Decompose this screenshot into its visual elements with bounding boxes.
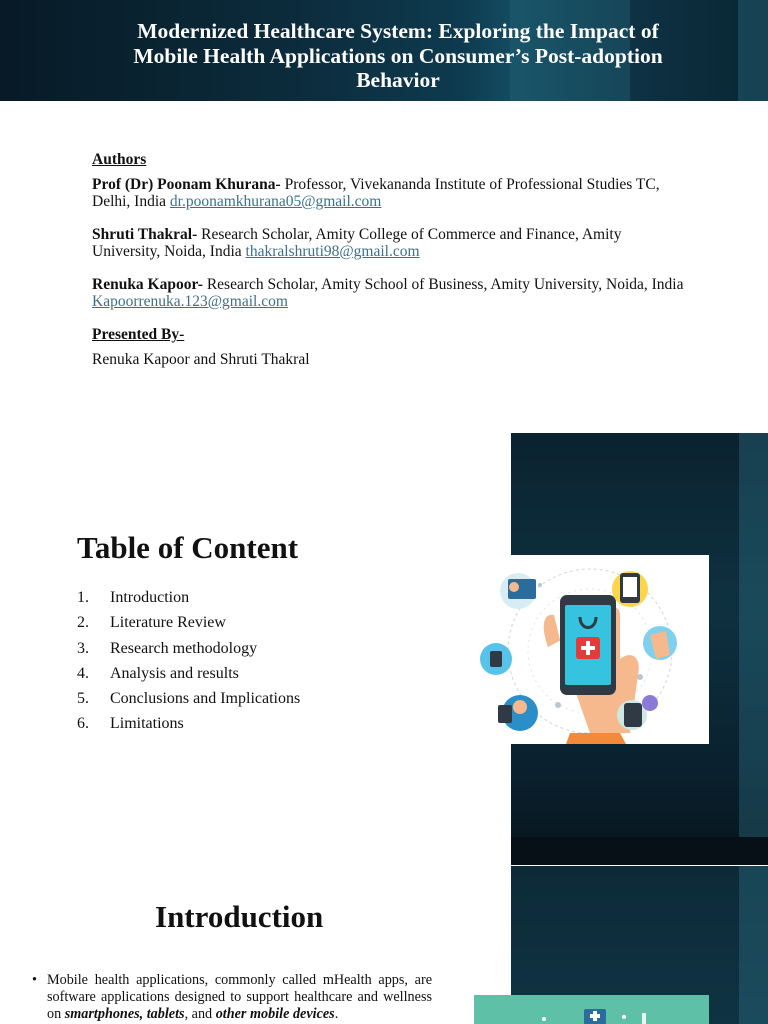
toc-item [77, 661, 300, 686]
toc-item [77, 610, 300, 635]
author-email-link[interactable]: dr.poonamkhurana05@gmail.com [169, 193, 382, 210]
presenters-text: Renuka Kapoor and Shruti Thakral [92, 351, 310, 368]
author-name: Renuka Kapoor- [92, 276, 203, 293]
toc-label: Conclusions and Implications [110, 690, 301, 708]
bullet-item [32, 972, 432, 1023]
toc-number: 6. [77, 715, 89, 733]
toc-number: 3. [77, 639, 89, 657]
medical-kit-svg [474, 995, 709, 1024]
toc-number: 4. [77, 664, 89, 682]
title-banner [0, 0, 768, 101]
author-entry [92, 276, 692, 310]
toc-item [77, 585, 300, 610]
slide-title: Modernized Healthcare System: Exploring the Impact of Mobile Health Applications on Consumer’s Post-adoption Behavior [133, 19, 663, 92]
mhealth-illustration-icon [470, 555, 709, 744]
toc-item [77, 686, 300, 711]
bullet-emphasis: smartphones, tablets [64, 1006, 185, 1022]
author-entry [92, 226, 692, 260]
author-affiliation: Research Scholar, Amity College of Commerce and Finance, Amity University, Noida, India [92, 226, 622, 260]
bullet-text-part: . [334, 1006, 339, 1022]
mhealth-illustration-svg [470, 555, 709, 744]
author-name: Prof (Dr) Poonam Khurana- [92, 176, 281, 193]
bullet-text-part: , and [184, 1006, 216, 1022]
toc-list [77, 585, 300, 737]
bullet-dot-icon: • [32, 972, 37, 988]
author-entry [92, 176, 692, 210]
toc-label: Literature Review [110, 614, 226, 632]
presented-by-heading: Presented By- [92, 326, 185, 343]
author-affiliation: Research Scholar, Amity School of Business, Amity University, Noida, India [202, 276, 684, 293]
toc-number: 2. [77, 614, 89, 632]
toc-label: Limitations [110, 715, 184, 733]
author-email-link[interactable]: thakralshruti98@gmail.com [245, 243, 420, 260]
introduction-title: Introduction [155, 899, 324, 934]
introduction-slide [0, 866, 768, 1024]
bullet-text-part: Mobile health applications, commonly called mHealth apps, are software applications designed to support healthcare and wellness on [47, 972, 432, 1022]
mhealth-illustration-icon [474, 995, 709, 1024]
authors-block [92, 151, 692, 368]
author-affiliation: Professor, Vivekananda Institute of Professional Studies TC, Delhi, India [92, 176, 660, 210]
toc-label: Introduction [110, 589, 190, 606]
author-name: Shruti Thakral- [92, 226, 198, 243]
toc-slide [0, 433, 768, 865]
bullet-emphasis: other mobile devices [215, 1006, 335, 1022]
toc-label: Analysis and results [110, 664, 239, 682]
toc-label: Research methodology [110, 639, 258, 657]
toc-item [77, 711, 300, 736]
author-email-link[interactable]: Kapoorrenuka.123@gmail.com [92, 293, 288, 310]
toc-number: 5. [77, 690, 89, 708]
title-slide [0, 0, 768, 432]
authors-heading: Authors [92, 151, 147, 168]
toc-number: 1. [77, 589, 89, 606]
bullet-text [47, 972, 432, 1023]
toc-title: Table of Content [77, 530, 299, 565]
toc-item [77, 636, 300, 661]
